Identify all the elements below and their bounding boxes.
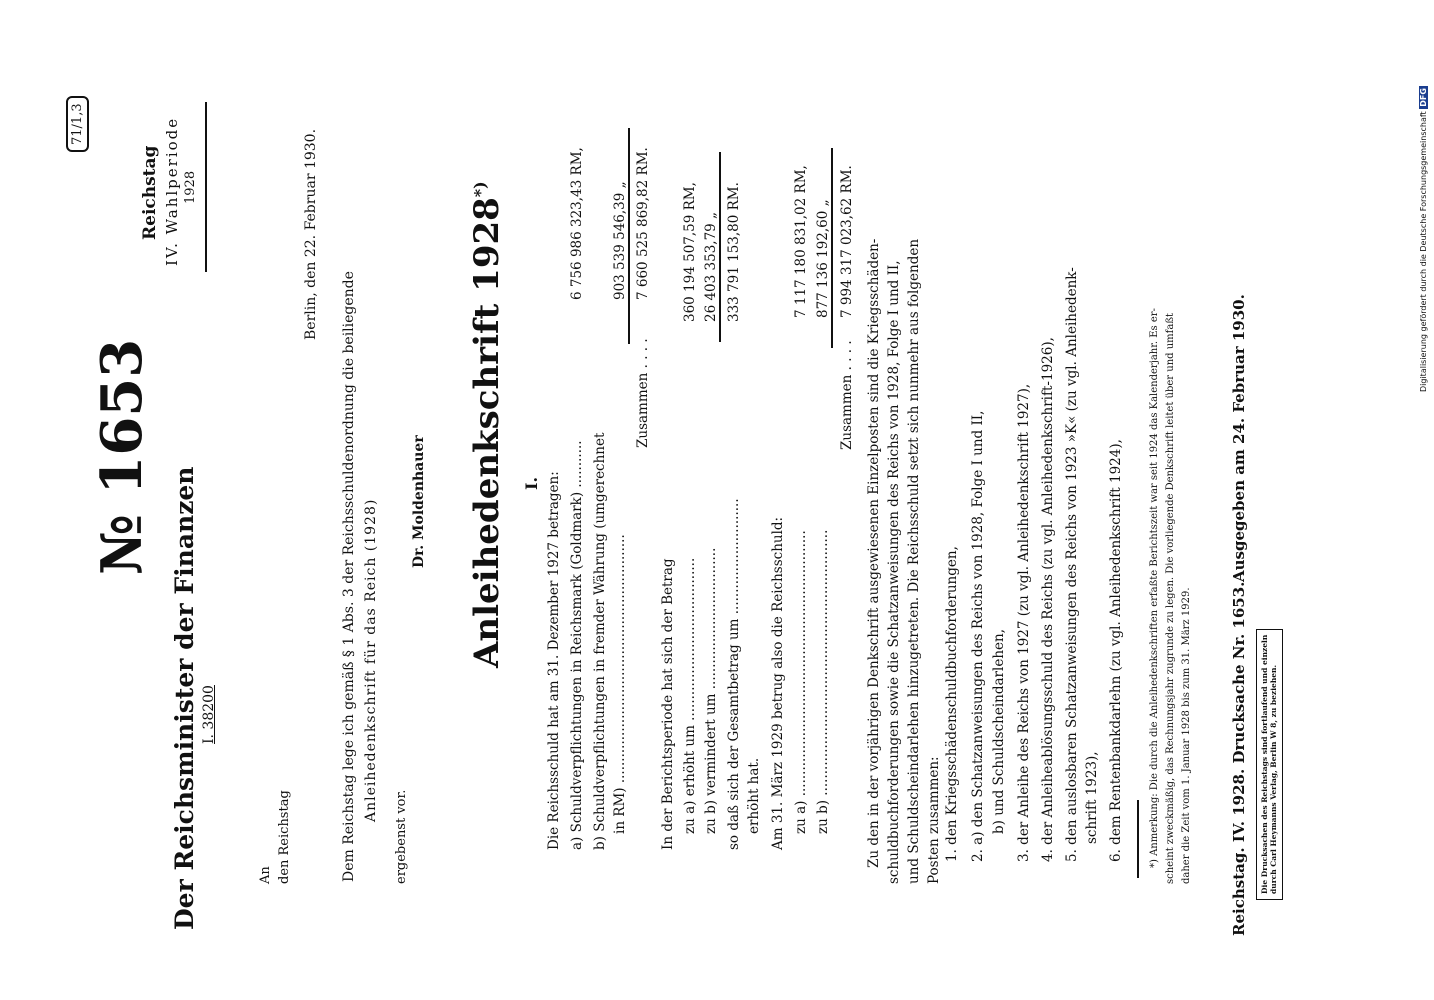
- period-a-value: 360 194 507,59 RM,: [682, 182, 698, 322]
- dfg-logo: DFG: [1419, 88, 1428, 107]
- row-a-value: 6 756 986 323,43 RM,: [569, 147, 585, 300]
- letter-body-line1: Dem Reichstag lege ich gemäß § 1 Abs. 3 der Reichsschuldenordnung die beiliegende: [341, 271, 357, 882]
- sum1-label: Zusammen . . . .: [635, 338, 651, 448]
- document-title: [467, 181, 507, 668]
- footer-citation: Reichstag. IV. 1928. Drucksache Nr. 1653.: [1230, 581, 1248, 936]
- march-b-label: zu b) ..............................................................: [815, 529, 831, 834]
- list-item: 4. der Anleiheablösungsschuld des Reichs (zu vgl. Anleihedenkschrift-1926),: [1040, 337, 1056, 862]
- period-b-label: zu b) vermindert um .................................: [703, 547, 719, 834]
- issuer-heading: Der Reichsminister der Finanzen: [170, 466, 199, 930]
- title-footnote-mark: *): [470, 181, 490, 198]
- period-intro: In der Berichtsperiode hat sich der Betrag: [660, 558, 676, 850]
- march-b-value: 877 136 192,60 „: [815, 199, 831, 318]
- total-change-line1: so daß sich der Gesamtbetrag um ...........................: [726, 498, 742, 850]
- header-rule: [205, 102, 207, 272]
- footnote-line3: daher die Zeit vom 1. Januar 1928 bis zum 31. März 1929.: [1181, 587, 1192, 884]
- wahlperiode-label: IV. Wahlperiode: [163, 116, 181, 266]
- credit-text: Digitalisierung gefördert durch die Deutsche Forschungsgemeinschaft: [1419, 111, 1428, 392]
- footnote-line1: *) Anmerkung: Die durch die Anleihedenkschriften erfaßte Berichtszeit war seit 1924 das Kalenderjahr. Es er-: [1149, 308, 1160, 868]
- letter-body-line2: Anleihedenkschrift für das Reich (1928): [363, 498, 379, 822]
- para-line3: und Schuldscheindarlehen hinzugetreten. Die Reichsschuld setzt sich nunmehr aus folgenden: [906, 238, 922, 884]
- total-change-line2: erhöht hat.: [746, 757, 762, 834]
- sum2-label: Zusammen . . . .: [839, 340, 855, 450]
- row-a-label: a) Schuldverpflichtungen in Reichsmark (Goldmark) ...........: [569, 440, 585, 850]
- total-change-value: 333 791 153,80 RM.: [726, 182, 742, 322]
- sum1-value: 7 660 525 869,82 RM.: [635, 147, 651, 300]
- sum1-rule: [628, 128, 630, 344]
- letter-body-line3: ergebenst vor.: [394, 789, 409, 884]
- row-b-value: 903 539 546,39 „: [612, 181, 628, 300]
- list-item: 6. dem Rentenbankdarlehn (zu vgl. Anleihedenkschrift 1924),: [1108, 439, 1124, 862]
- para-line4: Posten zusammen:: [926, 756, 942, 884]
- archive-stamp: 71/1,3: [66, 96, 89, 152]
- para-line2: schuldbuchforderungen sowie die Schatzanweisungen des Reichs von 1928, Folge I und II,: [886, 260, 902, 884]
- place-date: Berlin, den 22. Februar 1930.: [303, 128, 319, 340]
- para-line1: Zu den in der vorjährigen Denkschrift ausgewiesenen Einzelposten sind die Kriegsschäden-: [866, 238, 882, 868]
- footnote-rule: [1137, 800, 1139, 878]
- list-item: schrift 1923),: [1084, 751, 1100, 844]
- march-a-value: 7 117 180 831,02 RM,: [793, 165, 809, 318]
- march-a-label: zu a) ..............................................................: [793, 530, 809, 834]
- file-number: I. 38200: [201, 685, 217, 744]
- list-item: 2. a) den Schatzanweisungen des Reichs von 1928, Folge I und II,: [970, 410, 986, 862]
- year-label: 1928: [183, 170, 198, 204]
- sum2-rule: [831, 148, 833, 348]
- period-b-value: 26 403 353,79 „: [703, 211, 719, 322]
- recipient-line1: An: [258, 866, 273, 884]
- document-number: № 1653: [89, 338, 155, 575]
- list-item: b) und Schuldscheindarlehen,: [991, 629, 1007, 834]
- reichstag-label: Reichstag: [140, 145, 160, 240]
- section-number: I.: [522, 476, 541, 490]
- publisher-notice: [1256, 629, 1283, 900]
- signature: Dr. Moldenhauer: [411, 435, 427, 568]
- digitization-credit: [1420, 86, 1428, 392]
- sum2-value: 7 994 317 023,62 RM.: [839, 165, 855, 318]
- publisher-notice-line1: Die Drucksachen des Reichstags sind fortlaufend und einzeln: [1260, 634, 1269, 894]
- period-a-label: zu a) erhöht um ......................................: [682, 557, 698, 834]
- footer-issued-date: Ausgegeben am 24. Februar 1930.: [1230, 294, 1248, 582]
- list-item: 3. der Anleihe des Reichs von 1927 (zu vgl. Anleihedenkschrift 1927),: [1016, 383, 1032, 862]
- list-item: 5. den auslosbaren Schatzanweisungen des Reichs von 1923 »K« (zu vgl. Anleihedenk-: [1064, 267, 1080, 862]
- row-b-label-line1: b) Schuldverpflichtungen in fremder Währung (umgerechnet: [592, 432, 608, 850]
- change-rule: [719, 152, 721, 342]
- march-intro: Am 31. März 1929 betrug also die Reichsschuld:: [770, 516, 786, 850]
- footnote-line2: scheint zweckmäßig, das Rechnungsjahr zugrunde zu legen. Die vorliegende Denkschrift leitet über und umfaßt: [1165, 312, 1176, 884]
- title-text: Anleihedenkschrift 1928: [467, 197, 507, 668]
- row-b-label-line2: in RM) ..........................................................: [612, 534, 628, 834]
- list-item: 1. den Kriegsschädenschuldbuchforderungen,: [944, 546, 960, 862]
- publisher-notice-line2: durch Carl Heymanns Verlag, Berlin W 8, zu beziehen.: [1269, 664, 1279, 894]
- table-intro: Die Reichsschuld hat am 31. Dezember 1927 betragen:: [546, 471, 562, 850]
- recipient-line2: den Reichstag: [277, 790, 292, 884]
